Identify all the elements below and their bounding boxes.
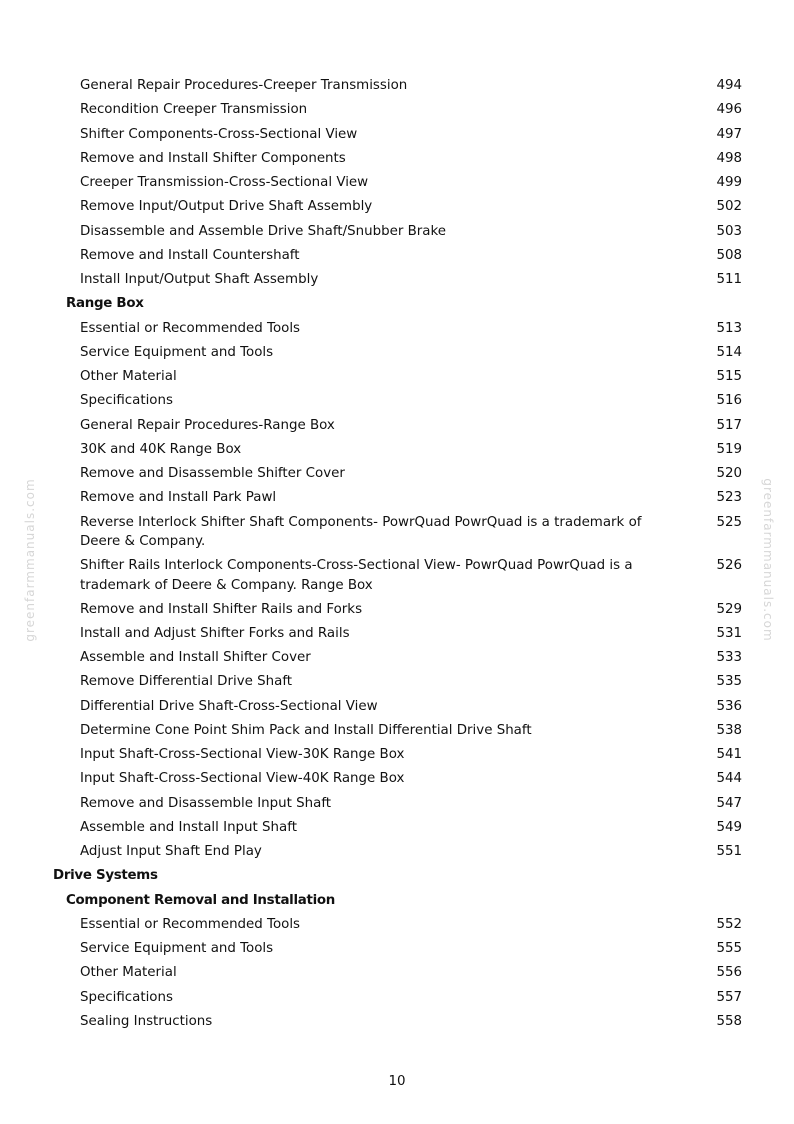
toc-entry[interactable] xyxy=(0,915,794,939)
toc-entry-title: 30K and 40K Range Box xyxy=(80,441,242,457)
toc-entry[interactable] xyxy=(0,343,794,367)
toc-entry[interactable] xyxy=(0,769,794,793)
toc-entry-page: 536 xyxy=(716,698,742,714)
toc-entry[interactable] xyxy=(0,697,794,721)
toc-entry-title: Remove and Disassemble Shifter Cover xyxy=(80,466,345,481)
watermark-right: greenfarmmanuals.com xyxy=(761,478,775,642)
toc-entry-page: 529 xyxy=(716,601,742,617)
toc-entry[interactable] xyxy=(0,939,794,963)
toc-entry[interactable] xyxy=(0,672,794,696)
toc-entry-page: 523 xyxy=(716,490,742,506)
toc-entry-title: Install Input/Output Shaft Assembly xyxy=(80,272,319,287)
toc-entry-page: 533 xyxy=(716,650,742,666)
toc-entry[interactable] xyxy=(0,988,794,1012)
toc-entry-title: Remove and Disassemble Input Shaft xyxy=(80,795,332,811)
toc-entry-page: 519 xyxy=(716,441,742,457)
toc-entry-page: 541 xyxy=(716,747,742,763)
table-of-contents xyxy=(0,76,794,1036)
toc-entry-page: 525 xyxy=(716,514,742,530)
toc-entry-page: 514 xyxy=(716,344,742,360)
toc-entry-page: 508 xyxy=(716,247,742,263)
toc-entry-page: 502 xyxy=(716,199,742,215)
toc-entry-title: Reverse Interlock Shifter Shaft Components- PowrQuad PowrQuad is a trademark of Deere & Company. xyxy=(80,514,642,549)
page-number: 10 xyxy=(388,1074,406,1089)
toc-entry-page: 552 xyxy=(716,916,742,932)
toc-entry[interactable] xyxy=(0,721,794,745)
toc-entry-title: Shifter Rails Interlock Components-Cross-Sectional View- PowrQuad PowrQuad is a trademark of Deere & Company. Range Box xyxy=(80,558,633,593)
toc-entry[interactable] xyxy=(0,173,794,197)
toc-entry-title: Specifications xyxy=(80,989,173,1005)
toc-entry-title: Other Material xyxy=(80,369,177,384)
toc-entry-title: Remove Input/Output Drive Shaft Assembly xyxy=(80,199,373,215)
toc-entry[interactable] xyxy=(0,648,794,672)
toc-entry-page: 526 xyxy=(716,558,742,574)
toc-entry[interactable] xyxy=(0,197,794,221)
toc-entry-title: Install and Adjust Shifter Forks and Rails xyxy=(80,625,350,641)
toc-entry-page: 496 xyxy=(716,102,742,118)
toc-entry[interactable] xyxy=(0,76,794,100)
watermark-left: greenfarmmanuals.com xyxy=(23,478,37,642)
toc-entry[interactable] xyxy=(0,745,794,769)
toc-entry[interactable] xyxy=(0,416,794,440)
toc-entry-page: 556 xyxy=(716,965,742,981)
toc-entry[interactable] xyxy=(0,440,794,464)
toc-entry-page: 520 xyxy=(716,466,742,481)
toc-entry-title: Remove and Install Shifter Components xyxy=(80,150,346,166)
toc-entry-title: Remove and Install Countershaft xyxy=(80,247,300,263)
toc-entry-page: 517 xyxy=(716,417,742,433)
toc-section-heading[interactable] xyxy=(0,294,794,318)
toc-entry-title: Shifter Components-Cross-Sectional View xyxy=(80,126,358,142)
toc-entry[interactable] xyxy=(0,488,794,512)
toc-entry-page: 498 xyxy=(716,150,742,166)
toc-section-heading[interactable] xyxy=(0,891,794,915)
toc-entry-page: 503 xyxy=(716,223,742,239)
toc-entry-title: Input Shaft-Cross-Sectional View-30K Range Box xyxy=(80,747,405,763)
toc-entry-title: Assemble and Install Shifter Cover xyxy=(80,650,311,666)
toc-entry[interactable] xyxy=(0,794,794,818)
toc-entry[interactable] xyxy=(0,842,794,866)
toc-entry-title: Assemble and Install Input Shaft xyxy=(80,819,297,835)
toc-entry-title: Determine Cone Point Shim Pack and Install Differential Drive Shaft xyxy=(80,722,532,738)
toc-entry-title: Component Removal and Installation xyxy=(66,892,336,908)
toc-entry-page: 544 xyxy=(716,771,742,787)
toc-entry[interactable] xyxy=(0,600,794,624)
toc-entry-page: 497 xyxy=(716,126,742,142)
toc-entry[interactable] xyxy=(0,222,794,246)
toc-entry[interactable] xyxy=(0,391,794,415)
toc-entry-title: Remove Differential Drive Shaft xyxy=(80,674,293,690)
toc-entry[interactable] xyxy=(0,556,794,600)
toc-entry-title: Service Equipment and Tools xyxy=(80,941,274,957)
toc-entry-page: 547 xyxy=(716,795,742,811)
toc-entry-page: 538 xyxy=(716,722,742,738)
toc-entry[interactable] xyxy=(0,149,794,173)
toc-entry-page: 555 xyxy=(716,941,742,957)
toc-entry-title: Essential or Recommended Tools xyxy=(80,320,301,336)
toc-entry-title: Recondition Creeper Transmission xyxy=(80,102,308,118)
toc-entry-title: Drive Systems xyxy=(53,868,158,884)
toc-entry[interactable] xyxy=(0,367,794,391)
toc-entry-title: Sealing Instructions xyxy=(80,1013,213,1029)
toc-entry[interactable] xyxy=(0,246,794,270)
toc-entry[interactable] xyxy=(0,963,794,987)
toc-entry-title: Service Equipment and Tools xyxy=(80,344,274,360)
toc-entry-title: Disassemble and Assemble Drive Shaft/Snubber Brake xyxy=(80,223,446,239)
toc-entry-title: Differential Drive Shaft-Cross-Sectional View xyxy=(80,698,378,714)
toc-entry-title: Remove and Install Park Pawl xyxy=(80,490,277,506)
toc-entry-title: General Repair Procedures-Range Box xyxy=(80,417,335,433)
toc-entry-title: Adjust Input Shaft End Play xyxy=(80,844,262,860)
toc-entry[interactable] xyxy=(0,464,794,488)
toc-entry-title: Input Shaft-Cross-Sectional View-40K Range Box xyxy=(80,771,405,787)
toc-entry-page: 494 xyxy=(716,78,742,93)
toc-entry-page: 516 xyxy=(716,393,742,409)
toc-entry-page: 558 xyxy=(716,1013,742,1029)
toc-entry-page: 515 xyxy=(716,369,742,384)
toc-entry-page: 549 xyxy=(716,819,742,835)
toc-entry-title: Remove and Install Shifter Rails and Forks xyxy=(80,601,363,617)
toc-entry-title: Specifications xyxy=(80,393,173,409)
toc-entry-title: Creeper Transmission-Cross-Sectional View xyxy=(80,175,369,190)
toc-entry-title: General Repair Procedures-Creeper Transmission xyxy=(80,78,408,93)
toc-entry-title: Other Material xyxy=(80,965,177,981)
toc-entry-page: 531 xyxy=(716,625,742,641)
toc-chapter-heading[interactable] xyxy=(0,866,794,890)
toc-entry-page: 513 xyxy=(716,320,742,336)
toc-entry[interactable] xyxy=(0,100,794,124)
toc-entry[interactable] xyxy=(0,270,794,294)
toc-entry-title: Range Box xyxy=(66,296,144,312)
toc-entry[interactable] xyxy=(0,624,794,648)
toc-entry-page: 511 xyxy=(716,272,742,287)
toc-entry[interactable] xyxy=(0,319,794,343)
toc-entry[interactable] xyxy=(0,1012,794,1036)
toc-entry-title: Essential or Recommended Tools xyxy=(80,916,301,932)
toc-entry[interactable] xyxy=(0,818,794,842)
toc-entry[interactable] xyxy=(0,125,794,149)
toc-entry[interactable] xyxy=(0,513,794,557)
toc-entry-page: 499 xyxy=(716,175,742,190)
toc-entry-page: 557 xyxy=(716,989,742,1005)
toc-entry-page: 551 xyxy=(716,844,742,860)
toc-entry-page: 535 xyxy=(716,674,742,690)
